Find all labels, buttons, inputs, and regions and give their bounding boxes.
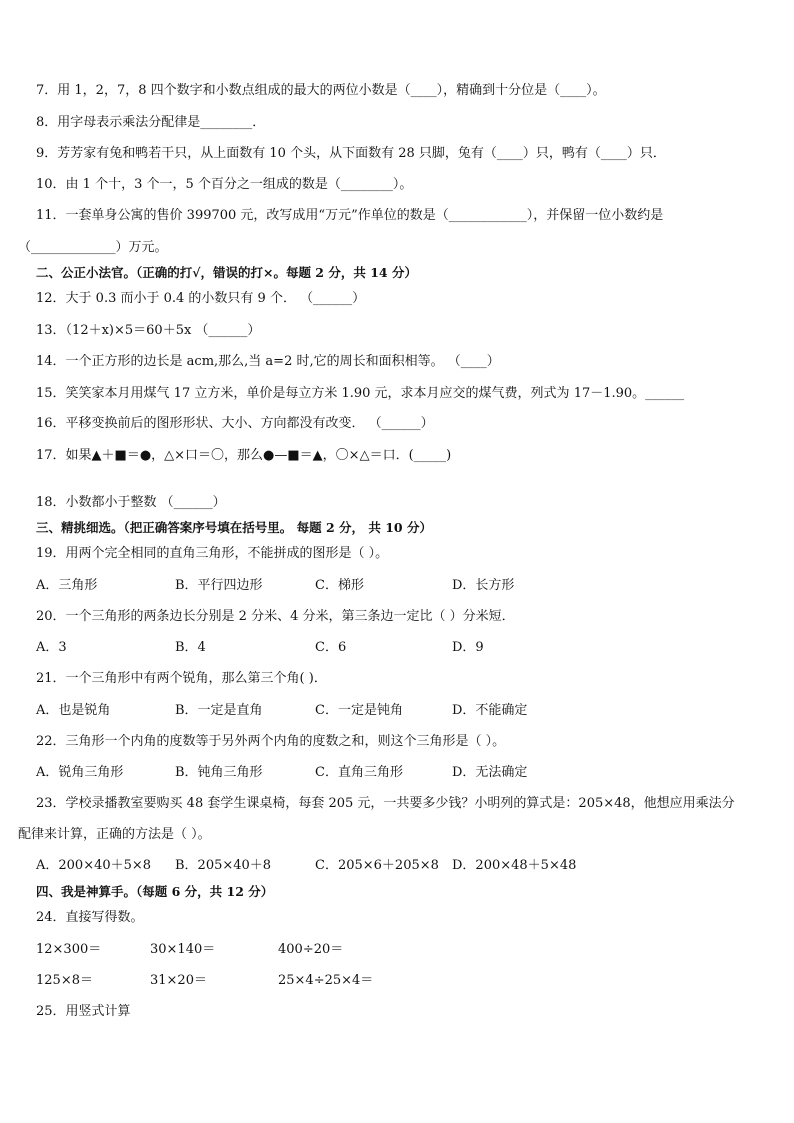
option-a: A．三角形 bbox=[36, 578, 98, 593]
question-23-line2: 配律来计算，正确的方法是（ ）。 bbox=[18, 827, 211, 842]
question-9: 9．芳芳家有兔和鸭若干只，从上面数有 10 个头，从下面数有 28 只脚，兔有（____）只，鸭有（____）只． bbox=[36, 146, 666, 161]
question-7: 7．用 1，2，7，8 四个数字和小数点组成的最大的两位小数是（____），精确到十分位是（____）。 bbox=[36, 83, 606, 98]
calc-item: 30×140＝ bbox=[150, 942, 216, 957]
option-c: C．205×6＋205×8 bbox=[315, 858, 439, 873]
option-a: A．锐角三角形 bbox=[36, 765, 124, 780]
calc-item: 12×300＝ bbox=[36, 942, 102, 957]
question-23-line1: 23．学校录播教室要购买 48 套学生课桌椅，每套 205 元，一共要多少钱？小明列的算式是：205×48，他想应用乘法分 bbox=[36, 796, 735, 811]
option-d: D．9 bbox=[452, 640, 484, 655]
question-8: 8．用字母表示乘法分配律是________． bbox=[36, 115, 266, 130]
option-a: A．3 bbox=[36, 640, 67, 655]
question-16: 16．平移变换前后的图形形状、大小、方向都没有改变． （______） bbox=[36, 416, 434, 431]
calc-item: 125×8＝ bbox=[36, 973, 93, 988]
question-20: 20．一个三角形的两条边长分别是 2 分米、4 分米，第三条边一定比（ ）分米短． bbox=[36, 609, 515, 624]
question-18: 18．小数都小于整数 （______） bbox=[36, 495, 226, 510]
option-b: B．平行四边形 bbox=[175, 578, 263, 593]
option-b: B．4 bbox=[175, 640, 206, 655]
question-10: 10．由 1 个十，3 个一，5 个百分之一组成的数是（________）。 bbox=[36, 177, 413, 192]
question-12: 12．大于 0.3 而小于 0.4 的小数只有 9 个． （______） bbox=[36, 291, 366, 306]
question-11-line1: 11．一套单身公寓的售价 399700 元，改写成用“万元”作单位的数是（____________），并保留一位小数约是 bbox=[36, 208, 664, 223]
option-a: A．也是锐角 bbox=[36, 703, 111, 718]
option-d: D．不能确定 bbox=[452, 703, 528, 718]
question-22: 22．三角形一个内角的度数等于另外两个内角的度数之和，则这个三角形是（ ）。 bbox=[36, 734, 506, 749]
option-b: B．205×40＋8 bbox=[175, 858, 272, 873]
option-c: C．梯形 bbox=[315, 578, 364, 593]
question-19: 19．用两个完全相同的直角三角形，不能拼成的图形是（ ）。 bbox=[36, 546, 389, 561]
calc-item: 31×20＝ bbox=[150, 973, 207, 988]
calc-item: 400÷20＝ bbox=[278, 942, 344, 957]
section-4-heading: 四、我是神算手。（每题 6 分，共 12 分） bbox=[36, 884, 274, 899]
question-17: 17．如果▲＋■＝●，△×口＝〇，那么●—■＝▲，〇×△＝口．(_____) bbox=[36, 448, 452, 463]
option-d: D．200×48＋5×48 bbox=[452, 858, 577, 873]
question-25: 25．用竖式计算 bbox=[36, 1004, 131, 1019]
section-2-heading: 二、公正小法官。（正确的打√，错误的打×。每题 2 分，共 14 分） bbox=[36, 265, 417, 280]
option-c: C．6 bbox=[315, 640, 347, 655]
question-13: 13．（12＋x)×5＝60＋5x （______） bbox=[36, 323, 261, 338]
question-14: 14．一个正方形的边长是 acm,那么,当 a=2 时,它的周长和面积相等。 （____） bbox=[36, 354, 500, 369]
question-21: 21．一个三角形中有两个锐角，那么第三个角( )． bbox=[36, 671, 327, 686]
section-3-heading: 三、精挑细选。（把正确答案序号填在括号里。 每题 2 分， 共 10 分） bbox=[36, 520, 432, 535]
option-b: B．一定是直角 bbox=[175, 703, 263, 718]
option-d: D．无法确定 bbox=[452, 765, 528, 780]
question-11-line2: （_____________）万元。 bbox=[18, 240, 168, 255]
option-c: C．直角三角形 bbox=[315, 765, 403, 780]
question-24: 24．直接写得数。 bbox=[36, 910, 144, 925]
option-c: C．一定是钝角 bbox=[315, 703, 403, 718]
option-b: B．钝角三角形 bbox=[175, 765, 263, 780]
calc-item: 25×4÷25×4＝ bbox=[278, 973, 374, 988]
option-d: D．长方形 bbox=[452, 578, 515, 593]
question-15: 15．笑笑家本月用煤气 17 立方米，单价是每立方米 1.90 元，求本月应交的煤气费，列式为 17－1.90。______ bbox=[36, 386, 685, 401]
option-a: A．200×40＋5×8 bbox=[36, 858, 152, 873]
